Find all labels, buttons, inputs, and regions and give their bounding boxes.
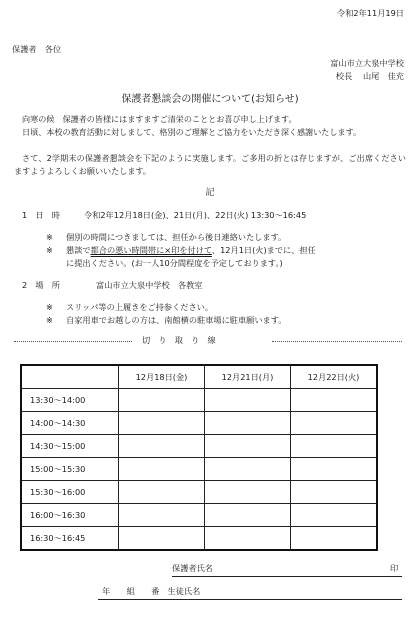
table-row <box>21 458 377 481</box>
table-row <box>21 412 377 435</box>
availability-cell[interactable] <box>291 389 378 412</box>
availability-cell[interactable] <box>205 389 291 412</box>
table-row <box>21 435 377 458</box>
paragraph-thanks: 日頃、本校の教育活動に対しまして、格別のご理解とご協力をいただき深く感謝いたします。 <box>22 127 362 137</box>
table-header-date: 12月21日(月) <box>205 365 291 389</box>
table-header-corner <box>21 365 119 389</box>
availability-cell[interactable] <box>205 458 291 481</box>
time-slot-label: 14:30～15:00 <box>21 435 119 458</box>
page-title: 保護者懇談会の開催について(お知らせ) <box>121 94 299 105</box>
item1-note2-emphasis: 都合の悪い時間帯に×印を付けて <box>90 245 212 255</box>
item1-note2-post: 、12月1日(火)までに、担任 <box>211 245 316 255</box>
time-slot-label: 16:00～16:30 <box>21 504 119 527</box>
table-row <box>21 527 377 551</box>
item2-note2: 自家用車でお越しの方は、南館横の駐車場に駐車願います。 <box>66 315 287 325</box>
table-header-date: 12月18日(金) <box>119 365 205 389</box>
availability-cell[interactable] <box>205 435 291 458</box>
availability-cell[interactable] <box>119 504 205 527</box>
item1-note1: 個別の時間につきましては、担任から後日連絡いたします。 <box>66 232 287 242</box>
item2-value: 富山市立大泉中学校 各教室 <box>96 280 203 290</box>
table-row <box>21 389 377 412</box>
availability-cell[interactable] <box>291 458 378 481</box>
availability-cell[interactable] <box>119 481 205 504</box>
student-name-field[interactable] <box>98 599 402 600</box>
availability-cell[interactable] <box>205 412 291 435</box>
item2-label: 2 場 所 <box>22 280 60 290</box>
availability-cell[interactable] <box>119 389 205 412</box>
availability-cell[interactable] <box>291 504 378 527</box>
item2-note1: スリッパ等の上履きをご持参ください。 <box>66 302 214 312</box>
availability-cell[interactable] <box>291 412 378 435</box>
availability-cell[interactable] <box>119 458 205 481</box>
cut-line-right <box>272 341 402 342</box>
cut-line-label: 切 り 取 り 線 <box>142 335 216 345</box>
availability-cell[interactable] <box>205 504 291 527</box>
item1-note2-line2: に提出ください。(お一人10分間程度を予定しております。) <box>66 258 283 268</box>
note-mark: ※ <box>46 245 53 255</box>
availability-cell[interactable] <box>205 481 291 504</box>
time-slot-label: 15:00～15:30 <box>21 458 119 481</box>
note-mark: ※ <box>46 315 53 325</box>
principal-name: 校長 山尾 佳充 <box>335 71 404 81</box>
availability-cell[interactable] <box>291 435 378 458</box>
table-row <box>21 481 377 504</box>
school-name: 富山市立大泉中学校 <box>330 58 404 68</box>
table-header-date: 12月22日(火) <box>291 365 378 389</box>
note-mark: ※ <box>46 302 53 312</box>
schedule-table <box>20 364 378 551</box>
time-slot-label: 14:00～14:30 <box>21 412 119 435</box>
note-mark: ※ <box>46 232 53 242</box>
item1-label: 1 日 時 <box>22 210 60 220</box>
guardian-name-label: 保護者氏名 <box>172 563 213 573</box>
table-header-row <box>21 365 377 389</box>
availability-cell[interactable] <box>119 435 205 458</box>
paragraph-request: さて、2学期末の保護者懇談会を下記のように実施します。ご多用の折とは存じますが、ご出席くださいますようよろしくお願いいたします。 <box>14 153 406 176</box>
table-row <box>21 504 377 527</box>
seal-mark: 印 <box>390 563 399 573</box>
recipient: 保護者 各位 <box>12 44 62 54</box>
guardian-name-field[interactable] <box>172 576 402 577</box>
student-info-label: 年 組 番 生徒氏名 <box>102 586 201 596</box>
item1-value: 令和2年12月18日(金)、21日(月)、22日(火) 13:30～16:45 <box>84 210 307 220</box>
time-slot-label: 15:30～16:00 <box>21 481 119 504</box>
paragraph-greeting: 向寒の候 保護者の皆様にはますますご清栄のこととお喜び申し上げます。 <box>22 114 297 124</box>
availability-cell[interactable] <box>291 527 378 551</box>
time-slot-label: 13:30～14:00 <box>21 389 119 412</box>
time-slot-label: 16:30～16:45 <box>21 527 119 551</box>
availability-cell[interactable] <box>291 481 378 504</box>
cut-line-left <box>14 341 132 342</box>
availability-cell[interactable] <box>205 527 291 551</box>
availability-cell[interactable] <box>119 527 205 551</box>
availability-cell[interactable] <box>119 412 205 435</box>
ki-heading: 記 <box>205 188 215 198</box>
item1-note2 <box>66 245 316 256</box>
item1-note2-pre: 懇談で <box>66 245 91 255</box>
date: 令和2年11月19日 <box>337 8 404 18</box>
